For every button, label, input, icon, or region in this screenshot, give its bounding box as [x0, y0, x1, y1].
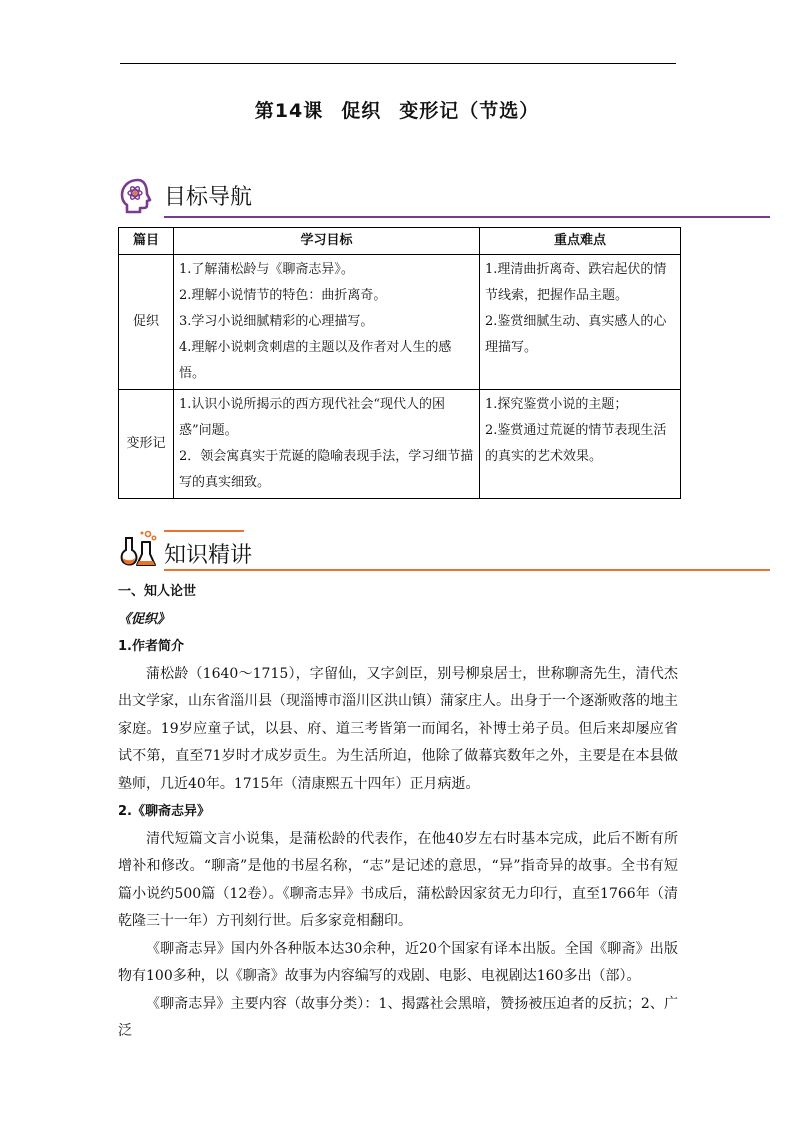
header-rule — [120, 63, 676, 64]
goals-table — [118, 227, 681, 499]
subsection-heading: 1.作者简介 — [118, 639, 184, 654]
table-header: 学习目标 — [174, 228, 480, 255]
paragraph: 清代短篇文言小说集，是蒲松龄的代表作，在他40岁左右时基本完成，此后不断有所增补和修改。“聊斋”是他的书屋名称，“志”是记述的意思，“异”指奇异的故事。全书有短篇小说约500篇（12卷）。《聊斋志异》书成后，蒲松龄因家贫无力印行，直至1766年（清乾隆三十一年）方刊刻行世。后多家竞相翻印。 — [118, 830, 678, 929]
paragraph: 蒲松龄（1640～1715），字留仙，又字剑臣，别号柳泉居士，世称聊斋先生，清代杰出文学家，山东省淄川县（现淄博市淄川区洪山镇）蒲家庄人。出身于一个逐渐败落的地主家庭。19岁应童子试，以县、府、道三考皆第一而闻名，补博士弟子员。但后来却屡应省试不第，直至71岁时才成岁贡生。为生活所迫，他除了做幕宾数年之外，主要是在本县做塾师，几近40年。1715年（清康熙五十四年）正月病逝。 — [118, 665, 678, 792]
objective-item: 1.认识小说所揭示的西方现代社会“现代人的困惑”问题。 — [179, 397, 446, 438]
subsection-heading: 2.《聊斋志异》 — [118, 804, 210, 819]
objectives-cell — [174, 390, 480, 499]
knowledge-accent-bar — [164, 530, 244, 532]
objectives-cell — [174, 255, 480, 390]
objective-item: 2.理解小说情节的特色：曲折离奇。 — [179, 288, 387, 303]
paragraph: 《聊斋志异》主要内容（故事分类）：1、揭露社会黑暗，赞扬被压迫者的反抗；2、广泛 — [118, 995, 678, 1039]
focus-item: 1.理清曲折离奇、跌宕起伏的情节线索，把握作品主题。 — [485, 262, 667, 303]
objective-item: 3.学习小说细腻精彩的心理描写。 — [179, 314, 374, 329]
row-name: 变形记 — [119, 390, 174, 499]
focus-cell — [480, 255, 681, 390]
main-content — [118, 578, 678, 1046]
section-heading: 一、知人论世 — [118, 584, 197, 599]
objective-item: 2．领会寓真实于荒诞的隐喻表现手法，学习细节描写的真实细致。 — [179, 449, 474, 490]
objective-item: 1.了解蒲松龄与《聊斋志异》。 — [179, 262, 354, 277]
title-part2: 变形记（节选） — [399, 100, 540, 122]
objective-item: 4.理解小说刺贪刺虐的主题以及作者对人生的感悟。 — [179, 340, 452, 381]
lab-flask-icon — [118, 528, 160, 570]
table-row — [119, 255, 681, 390]
paragraph: 《聊斋志异》国内外各种版本达30余种，近20个国家有译本出版。全国《聊斋》出版物有100多种，以《聊斋》故事为内容编写的戏剧、电影、电视剧达160多出（部）。 — [118, 940, 678, 984]
work-heading: 《促织》 — [118, 611, 171, 627]
table-header: 篇目 — [119, 228, 174, 255]
knowledge-heading-rule — [164, 569, 770, 571]
focus-item: 1.探究鉴赏小说的主题； — [485, 397, 628, 412]
focus-item: 2.鉴赏细腻生动、真实感人的心理描写。 — [485, 314, 667, 355]
row-name: 促织 — [119, 255, 174, 390]
table-header-row — [119, 228, 681, 255]
page-title — [0, 96, 794, 123]
focus-item: 2.鉴赏通过荒诞的情节表现生活的真实的艺术效果。 — [485, 423, 667, 464]
goals-heading-rule — [164, 216, 770, 218]
title-part1: 促织 — [341, 100, 382, 122]
knowledge-heading: 知识精讲 — [164, 543, 253, 568]
table-header: 重点难点 — [480, 228, 681, 255]
table-row — [119, 390, 681, 499]
goals-heading: 目标导航 — [164, 185, 253, 210]
focus-cell — [480, 390, 681, 499]
brain-head-icon — [118, 176, 158, 216]
title-lesson: 第14课 — [254, 100, 324, 122]
